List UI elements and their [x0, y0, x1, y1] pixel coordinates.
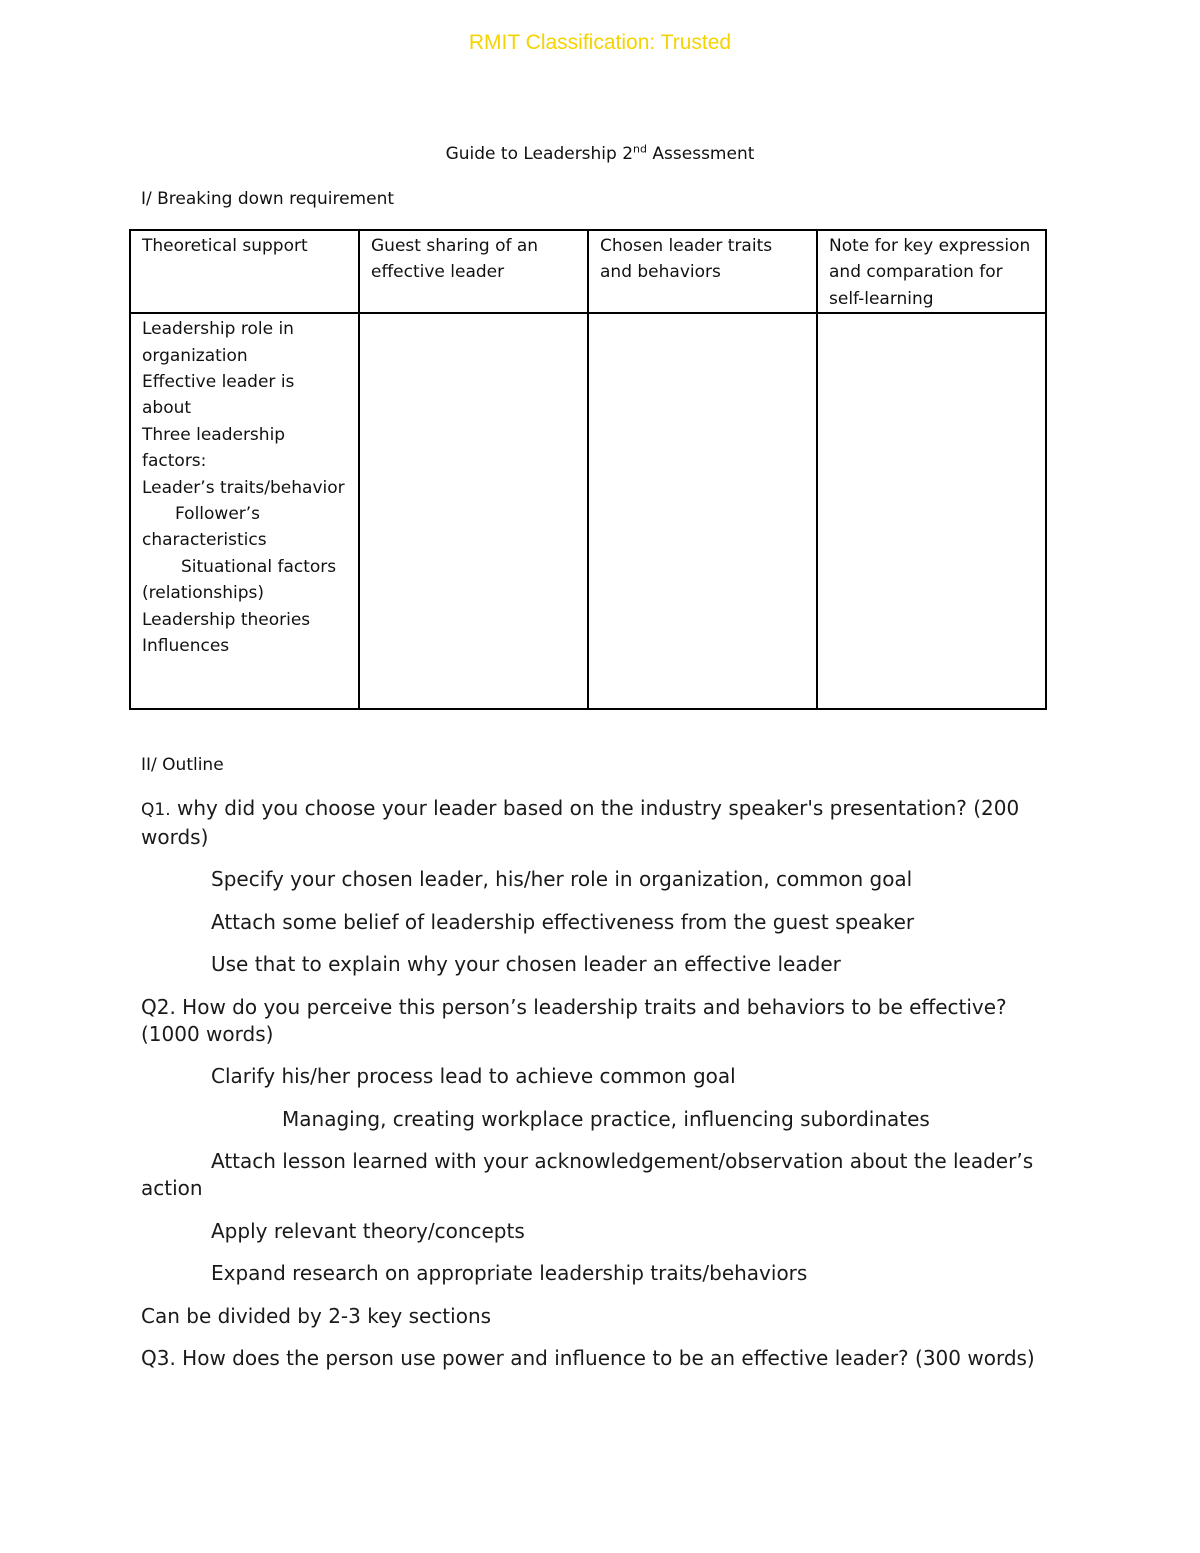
q2-point: Attach lesson learned with your acknowledgement/observation about the leader’s action [141, 1149, 1034, 1200]
requirement-table [129, 229, 1047, 710]
table-header-row [130, 230, 1046, 313]
document-title [0, 144, 1200, 164]
guest-sharing-cell [359, 313, 588, 709]
theory-subitem: Situational factors (relationships) [142, 556, 337, 604]
q1-question [141, 795, 1051, 850]
header-chosen-leader: Chosen leader traits and behaviors [588, 230, 817, 313]
q2-subpoint: Managing, creating workplace practice, influencing subordinates [282, 1106, 930, 1131]
chosen-leader-cell [588, 313, 817, 709]
q1-text: why did you choose your leader based on the industry speaker's presentation? (200 words) [141, 796, 1020, 849]
section2-heading: II/ Outline [141, 755, 224, 775]
notes-cell [817, 313, 1046, 709]
theory-subitem: Follower’s characteristics [142, 504, 267, 551]
classification-label: RMIT Classification: Trusted [468, 31, 732, 54]
header-theoretical-support: Theoretical support [130, 230, 359, 313]
table-body-row [130, 313, 1046, 709]
q2-question: Q2. How do you perceive this person’s leadership traits and behaviors to be effective? (1000 words) [141, 994, 1007, 1046]
theory-item: Three leadership factors: [142, 424, 286, 472]
header-guest-sharing: Guest sharing of an effective leader [359, 230, 588, 313]
theory-item: Influences [142, 636, 230, 657]
q2-point: Expand research on appropriate leadership traits/behaviors [211, 1261, 808, 1286]
theory-cell [130, 313, 359, 709]
q2-note: Can be divided by 2-3 key sections [141, 1303, 492, 1328]
title-superscript: nd [633, 142, 648, 156]
title-prefix: Guide to Leadership 2 [445, 144, 634, 164]
section1-heading: I/ Breaking down requirement [141, 189, 395, 209]
theory-item: Effective leader is about [142, 372, 295, 419]
q2-point: Apply relevant theory/concepts [211, 1218, 525, 1243]
q1-point: Specify your chosen leader, his/her role in organization, common goal [211, 867, 913, 892]
q1-label: Q1. [141, 800, 171, 820]
theory-item: Leadership theories [142, 609, 311, 630]
q1-point: Use that to explain why your chosen leader an effective leader [211, 952, 841, 977]
header-notes: Note for key expression and comparation for self-learning [817, 230, 1046, 313]
q1-point: Attach some belief of leadership effectiveness from the guest speaker [211, 909, 915, 934]
title-suffix: Assessment [647, 144, 755, 164]
q3-question: Q3. How does the person use power and influence to be an effective leader? (300 words) [141, 1346, 1035, 1371]
outline-body [141, 795, 1051, 1388]
q2-point: Clarify his/her process lead to achieve common goal [211, 1064, 736, 1089]
theory-subitem: Leader’s traits/behavior [142, 477, 345, 498]
theory-item: Leadership role in organization [142, 319, 294, 366]
